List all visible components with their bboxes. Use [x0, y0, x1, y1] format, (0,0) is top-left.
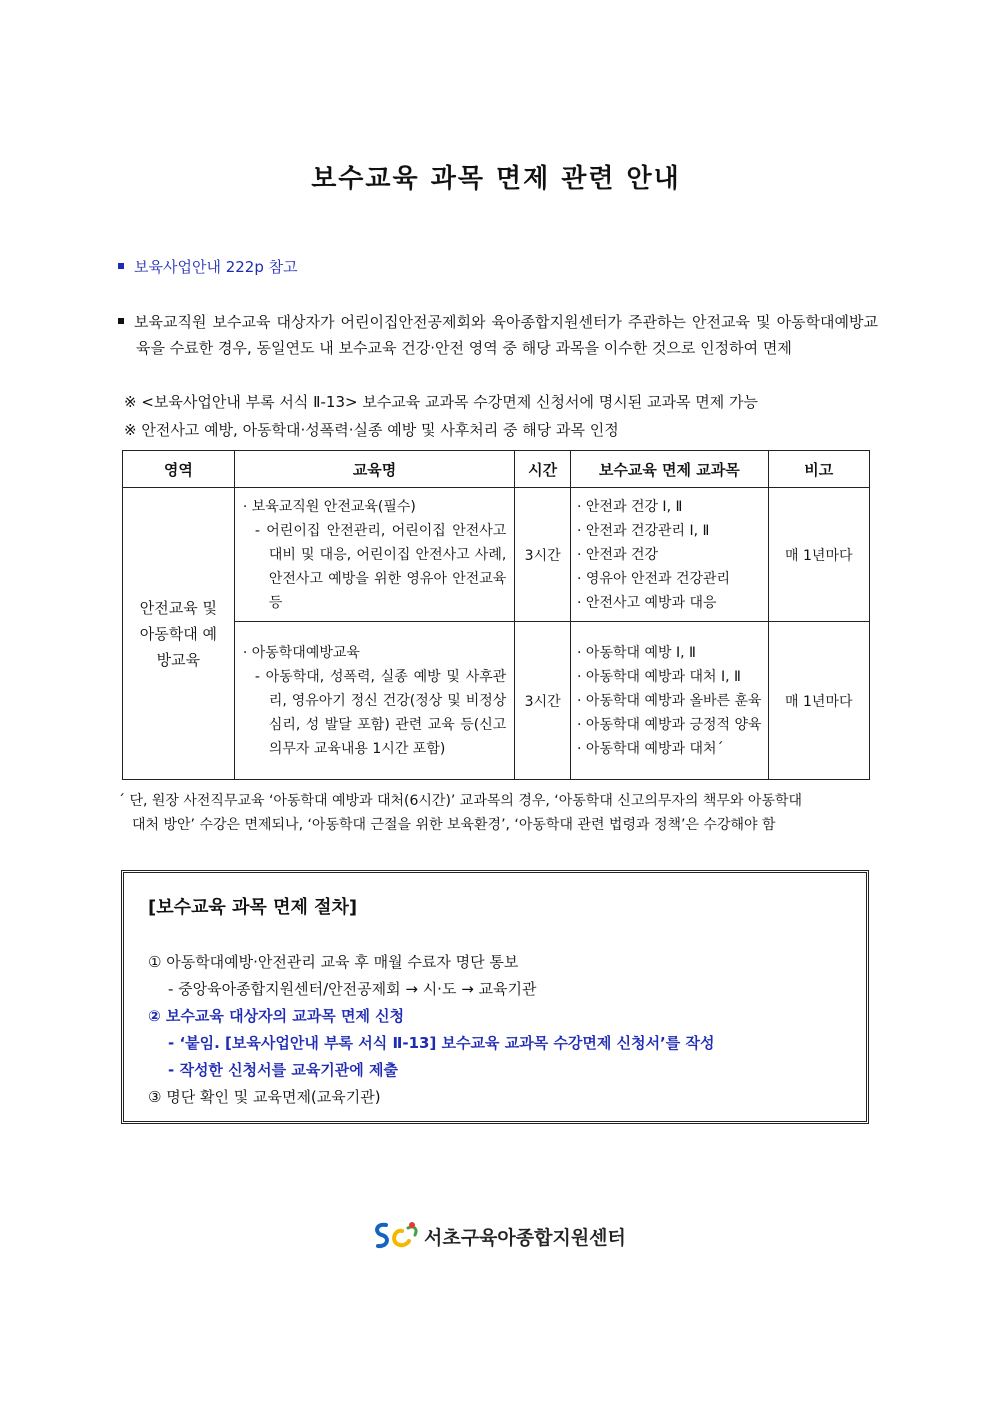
intro-text: 보육교직원 보수교육 대상자가 어린이집안전공제회와 육아종합지원센터가 주관하는 안전교육 및 아동학대예방교육을 수료한 경우, 동일연도 내 보수교육 건강·안전 영역 중 해당 과목을 이수한 것으로 인정하여 면제	[134, 313, 878, 357]
subject-item: · 아동학대 예방과 올바른 훈육	[577, 692, 762, 709]
subjects-cell	[571, 488, 769, 622]
note-item: ※ <보육사업안내 부록 서식 Ⅱ-13> 보수교육 교과목 수강면제 신청서에 명시된 교과목 면제 가능	[124, 393, 758, 411]
remarks-cell: 매 1년마다	[768, 488, 869, 622]
subject-item: · 아동학대 예방과 대처 Ⅰ, Ⅱ	[577, 668, 741, 685]
page-title: 보수교육 과목 면제 관련 안내	[311, 164, 681, 194]
procedure-title: [보수교육 과목 면제 절차]	[148, 897, 358, 918]
table-row	[123, 488, 870, 622]
course-cell	[234, 622, 514, 780]
course-detail: - 아동학대, 성폭력, 실종 예방 및 사후관리, 영유아기 정신 건강(정상 및 비정상 심리, 성 발달 포함) 관련 교육 등(신고의무자 교육내용 1시간 포함)	[254, 668, 507, 757]
area-cell	[123, 488, 235, 780]
header-course: 교육명	[234, 451, 514, 488]
procedure-substep: - 작성한 신청서를 교육기관에 제출	[168, 1061, 398, 1079]
procedure-box	[121, 870, 869, 1124]
table-row	[123, 622, 870, 780]
remarks-cell: 매 1년마다	[768, 622, 869, 780]
exemption-table	[122, 450, 870, 780]
course-title: · 보육교직원 안전교육(필수)	[242, 498, 416, 515]
procedure-step: ③ 명단 확인 및 교육면제(교육기관)	[148, 1088, 381, 1106]
subject-item: · 아동학대 예방 Ⅰ, Ⅱ	[577, 644, 696, 661]
procedure-steps	[148, 949, 714, 1111]
course-cell	[234, 488, 514, 622]
center-logo-mark-icon	[372, 1219, 420, 1253]
center-logo	[372, 1218, 626, 1254]
subject-item: · 안전과 건강관리 Ⅰ, Ⅱ	[577, 522, 710, 539]
footnote-line: ´ 단, 원장 사전직무교육 ‘아동학대 예방과 대처(6시간)’ 교과목의 경우, ‘아동학대 신고의무자의 책무와 아동학대	[118, 793, 803, 809]
course-title: · 아동학대예방교육	[242, 644, 360, 661]
header-time: 시간	[515, 451, 571, 488]
header-exempt-subjects: 보수교육 면제 교과목	[571, 451, 769, 488]
table-header-row	[123, 451, 870, 488]
area-text: 안전교육 및 아동학대 예방교육	[139, 598, 218, 669]
subject-item: · 안전과 건강 Ⅰ, Ⅱ	[577, 498, 683, 515]
footnote-line: 대처 방안’ 수강은 면제되나, ‘아동학대 근절을 위한 보육환경’, ‘아동학대 관련 법령과 정책’은 수강해야 함	[132, 817, 776, 833]
procedure-substep: - 중앙육아종합지원센터/안전공제회 → 시·도 → 교육기관	[168, 980, 537, 998]
intro-paragraph	[118, 309, 878, 361]
course-detail: - 어린이집 안전관리, 어린이집 안전사고 대비 및 대응, 어린이집 안전사고 사례, 안전사고 예방을 위한 영유아 안전교육 등	[254, 522, 507, 611]
subject-item: · 아동학대 예방과 대처´	[577, 740, 724, 757]
time-cell: 3시간	[515, 488, 571, 622]
notes	[124, 388, 758, 444]
square-bullet-icon	[118, 318, 124, 324]
header-area: 영역	[123, 451, 235, 488]
time-cell: 3시간	[515, 622, 571, 780]
reference-line	[118, 256, 298, 277]
procedure-step: ② 보수교육 대상자의 교과목 면제 신청	[148, 1007, 405, 1025]
square-bullet-icon	[118, 263, 124, 269]
center-logo-text: 서초구육아종합지원센터	[424, 1226, 626, 1249]
subject-item: · 안전사고 예방과 대응	[577, 594, 717, 611]
subject-item: · 아동학대 예방과 긍정적 양육	[577, 716, 762, 733]
subjects-cell	[571, 622, 769, 780]
reference-text: 보육사업안내 222p 참고	[134, 258, 298, 276]
header-remarks: 비고	[768, 451, 869, 488]
footnote	[118, 789, 884, 837]
procedure-step: ① 아동학대예방·안전관리 교육 후 매월 수료자 명단 통보	[148, 953, 519, 971]
subject-item: · 영유아 안전과 건강관리	[577, 570, 731, 587]
procedure-substep: - ‘붙임. [보육사업안내 부록 서식 Ⅱ-13] 보수교육 교과목 수강면제 신청서’를 작성	[168, 1034, 715, 1052]
note-item: ※ 안전사고 예방, 아동학대·성폭력·실종 예방 및 사후처리 중 해당 과목 인정	[124, 421, 619, 439]
subject-item: · 안전과 건강	[577, 546, 658, 563]
